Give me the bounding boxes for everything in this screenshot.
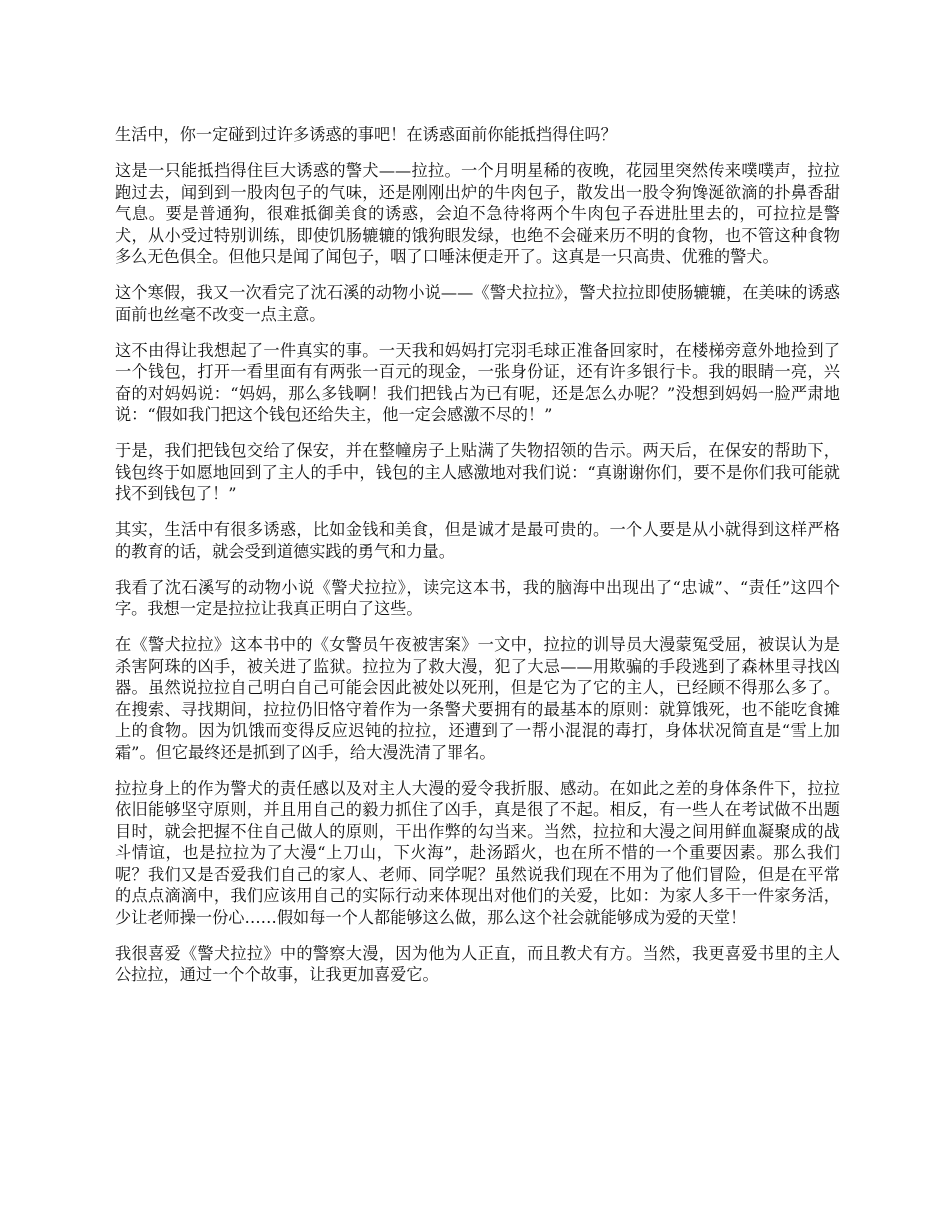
paragraph-loyalty-responsibility: 我看了沈石溪写的动物小说《警犬拉拉》，读完这本书，我的脑海中出现出了“忠诚”、“责任”这四个字。我想一定是拉拉让我真正明白了这些。 — [115, 577, 840, 618]
paragraph-intro: 生活中，你一定碰到过许多诱惑的事吧！在诱惑面前你能抵挡得住吗？ — [115, 125, 617, 144]
paragraph-lala-resists-temptation: 这是一只能抵挡得住巨大诱惑的警犬——拉拉。一个月明星稀的夜晚，花园里突然传来噗噗声，拉拉跑过去，闻到到一股肉包子的气味，还是刚刚出炉的牛肉包子，散发出一股令狗馋涎欲滴的扑鼻香甜气息。要是普通狗，很难抵御美食的诱惑，会迫不急待将两个牛肉包子吞进肚里去的，可拉拉是警犬，从小受过特别训练，即使饥肠辘辘的饿狗眼发绿，也绝不会碰来历不明的食物，也不管这种食物多么无色俱全。但他只是闻了闻包子，咽了口唾沫便走开了。这真是一只高贵、优雅的警犬。 — [115, 161, 840, 266]
paragraph-conclusion: 我很喜爱《警犬拉拉》中的警察大漫，因为他为人正直，而且教犬有方。当然，我更喜爱书里的主人公拉拉，通过一个个故事，让我更加喜爱它。 — [115, 943, 840, 984]
paragraph-found-wallet: 这不由得让我想起了一件真实的事。一天我和妈妈打完羽毛球正准备回家时，在楼梯旁意外地捡到了一个钱包，打开一看里面有有两张一百元的现金，一张身份证，还有许多银行卡。我的眼睛一亮，兴奋的对妈妈说：“妈妈，那么多钱啊！我们把钱占为已有呢，还是怎么办呢？”没想到妈妈一脸严肃地说：“假如我门把这个钱包还给失主，他一定会感激不尽的！” — [115, 340, 840, 424]
paragraph-winter-vacation-reading: 这个寒假，我又一次看完了沈石溪的动物小说——《警犬拉拉》，警犬拉拉即使肠辘辘，在美味的诱惑面前也丝毫不改变一点主意。 — [115, 283, 840, 324]
paragraph-reflection: 拉拉身上的作为警犬的责任感以及对主人大漫的爱令我折服、感动。在如此之差的身体条件下，拉拉依旧能够坚守原则，并且用自己的毅力抓住了凶手，真是很了不起。相反，有一些人在考试做不出题目时，就会把握不住自己做人的原则，干出作弊的勾当来。当然，拉拉和大漫之间用鲜血凝聚成的战斗情谊，也是拉拉为了大漫“上刀山，下火海”，赴汤蹈火，也在所不惜的一个重要因素。那么我们呢？我们又是否爱我们自己的家人、老师、同学呢？虽然说我们现在不用为了他们冒险，但是在平常的点点滴滴中，我们应该用自己的实际行动来体现出对他们的关爱，比如：为家人多干一件家务活，少让老师操一份心……假如每一个人都能够这么做，那么这个社会就能够成为爱的天堂！ — [115, 778, 840, 927]
document-body — [115, 124, 840, 1000]
paragraph-honesty-valuable: 其实，生活中有很多诱惑，比如金钱和美食，但是诚才是最可贵的。一个人要是从小就得到这样严格的教育的话，就会受到道德实践的勇气和力量。 — [115, 520, 840, 561]
paragraph-book-story: 在《警犬拉拉》这本书中的《女警员午夜被害案》一文中，拉拉的训导员大漫蒙冤受屈，被误认为是杀害阿珠的凶手，被关进了监狱。拉拉为了救大漫，犯了大忌——用欺骗的手段逃到了森林里寻找凶器。虽然说拉拉自己明白自己可能会因此被处以死刑，但是它为了它的主人，已经顾不得那么多了。在搜索、寻找期间，拉拉仍旧恪守着作为一条警犬要拥有的最基本的原则：就算饿死，也不能吃食摊上的食物。因为饥饿而变得反应迟钝的拉拉，还遭到了一帮小混混的毒打，身体状况简直是“雪上加霜”。但它最终还是抓到了凶手，给大漫洗清了罪名。 — [115, 635, 840, 762]
paragraph-wallet-returned: 于是，我们把钱包交给了保安，并在整幢房子上贴满了失物招领的告示。两天后，在保安的帮助下，钱包终于如愿地回到了主人的手中，钱包的主人感激地对我们说：“真谢谢你们，要不是你们我可能就找不到钱包了！” — [115, 441, 840, 503]
